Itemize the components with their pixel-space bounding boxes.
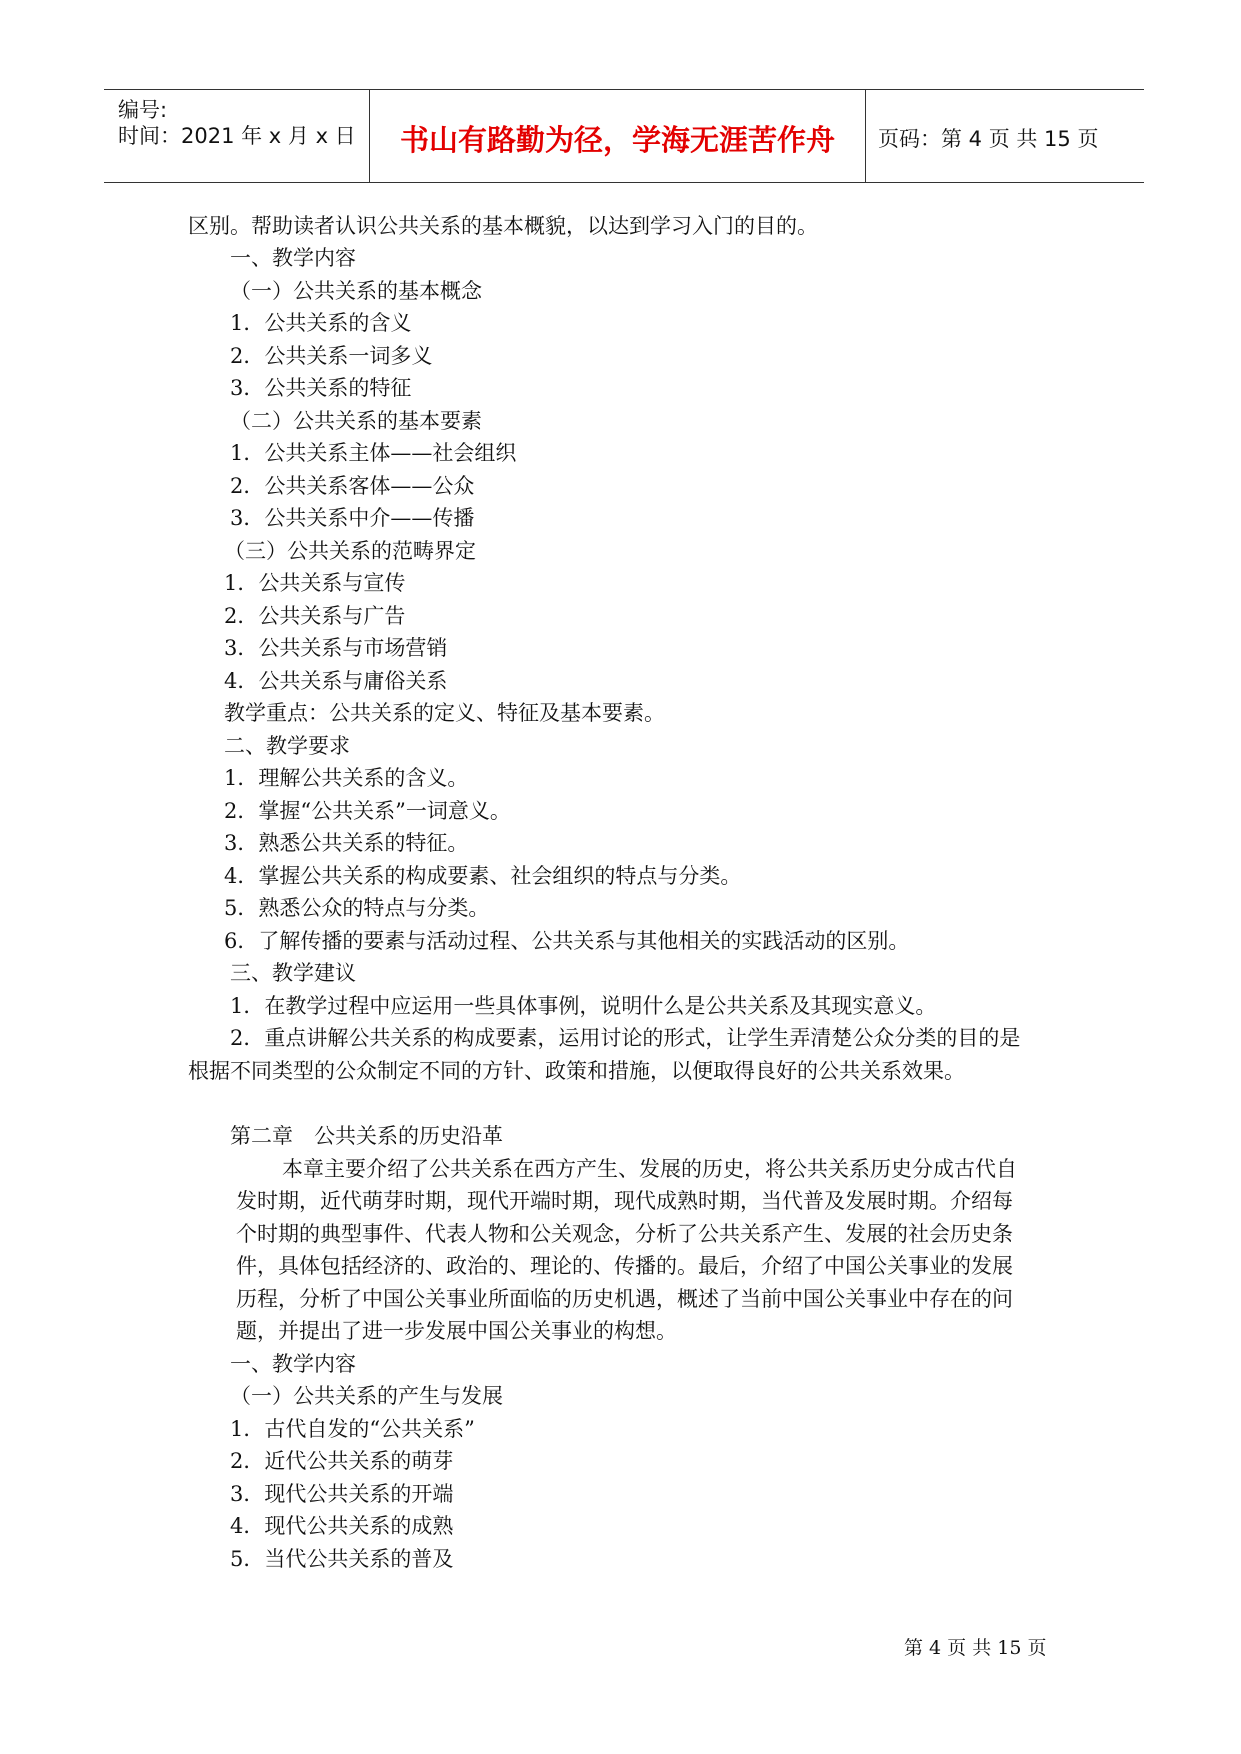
- section-heading: 三、教学建议: [230, 961, 356, 985]
- list-item: 3．公共关系的特征: [230, 376, 412, 400]
- body-line: 2．重点讲解公共关系的构成要素，运用讨论的形式，让学生弄清楚公众分类的目的是: [230, 1026, 1021, 1050]
- list-item: 3．熟悉公共关系的特征。: [224, 831, 469, 855]
- body-line: 本章主要介绍了公共关系在西方产生、发展的历史，将公共关系历史分成古代自: [282, 1157, 1017, 1181]
- section-heading: 二、教学要求: [224, 734, 350, 758]
- list-item: 2．公共关系一词多义: [230, 344, 433, 368]
- subsection-heading: （一）公共关系的基本概念: [230, 279, 482, 303]
- list-item: 2．近代公共关系的萌芽: [230, 1449, 454, 1473]
- body-line: 个时期的典型事件、代表人物和公关观念，分析了公共关系产生、发展的社会历史条: [236, 1222, 1013, 1246]
- section-heading: 一、教学内容: [230, 246, 356, 270]
- list-item: 6．了解传播的要素与活动过程、公共关系与其他相关的实践活动的区别。: [224, 929, 910, 953]
- list-item: 1．公共关系的含义: [230, 311, 412, 335]
- list-item: 1．公共关系主体——社会组织: [230, 441, 517, 465]
- header-page-cell: [866, 90, 1144, 182]
- chapter-title: 第二章 公共关系的历史沿革: [230, 1124, 503, 1148]
- list-item: 1．古代自发的“公共关系”: [230, 1417, 475, 1441]
- list-item: 2．掌握“公共关系”一词意义。: [224, 799, 511, 823]
- body-line: 件，具体包括经济的、政治的、理论的、传播的。最后，介绍了中国公关事业的发展: [236, 1254, 1013, 1278]
- list-item: 2．公共关系与广告: [224, 604, 406, 628]
- body-line: 区别。帮助读者认识公共关系的基本概貌，以达到学习入门的目的。: [188, 214, 818, 238]
- header-motto: 书山有路勤为径，学海无涯苦作舟: [399, 123, 835, 157]
- header-info-cell: [104, 90, 369, 182]
- subsection-heading: （一）公共关系的产生与发展: [230, 1384, 503, 1408]
- list-item: 1．公共关系与宣传: [224, 571, 406, 595]
- subsection-heading: （二）公共关系的基本要素: [230, 409, 482, 433]
- body-line: 发时期，近代萌芽时期，现代开端时期，现代成熟时期，当代普及发展时期。介绍每: [236, 1189, 1013, 1213]
- list-item: 4．掌握公共关系的构成要素、社会组织的特点与分类。: [224, 864, 742, 888]
- footer-page-number: 第 4 页 共 15 页: [904, 1637, 1047, 1659]
- list-item: 3．公共关系中介——传播: [230, 506, 475, 530]
- list-item: 4．现代公共关系的成熟: [230, 1514, 454, 1538]
- document-time-label: 时间：2021 年 x 月 x 日: [118, 124, 356, 148]
- header-motto-cell: [369, 90, 866, 182]
- body-line: 历程，分析了中国公关事业所面临的历史机遇，概述了当前中国公关事业中存在的问: [236, 1287, 1013, 1311]
- body-line: 1．在教学过程中应运用一些具体事例，说明什么是公共关系及其现实意义。: [230, 994, 937, 1018]
- list-item: 3．现代公共关系的开端: [230, 1482, 454, 1506]
- page-header: [104, 89, 1144, 183]
- list-item: 4．公共关系与庸俗关系: [224, 669, 448, 693]
- list-item: 2．公共关系客体——公众: [230, 474, 475, 498]
- subsection-heading: （三）公共关系的范畴界定: [224, 539, 476, 563]
- body-line: 根据不同类型的公众制定不同的方针、政策和措施，以便取得良好的公共关系效果。: [188, 1059, 965, 1083]
- header-page-number: 页码：第 4 页 共 15 页: [878, 127, 1099, 151]
- body-line: 教学重点：公共关系的定义、特征及基本要素。: [224, 701, 665, 725]
- list-item: 1．理解公共关系的含义。: [224, 766, 469, 790]
- list-item: 5．当代公共关系的普及: [230, 1547, 454, 1571]
- list-item: 5．熟悉公众的特点与分类。: [224, 896, 490, 920]
- document-number-label: 编号:: [118, 98, 168, 122]
- body-line: 题，并提出了进一步发展中国公关事业的构想。: [236, 1319, 677, 1343]
- list-item: 3．公共关系与市场营销: [224, 636, 448, 660]
- section-heading: 一、教学内容: [230, 1352, 356, 1376]
